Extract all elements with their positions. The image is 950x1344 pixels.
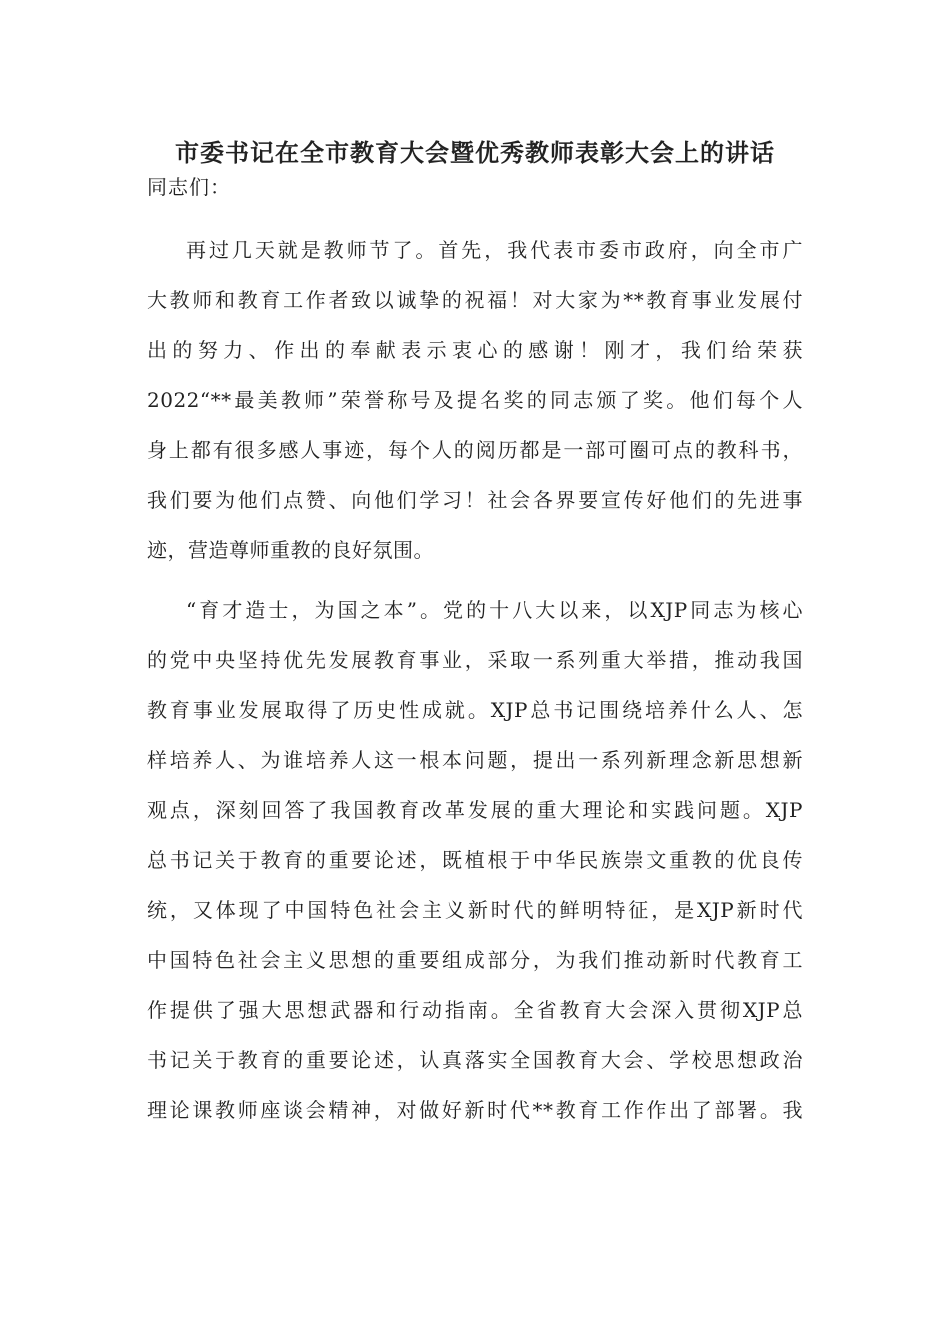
paragraph-line: 教育事业发展取得了历史性成就。XJP总书记围绕培养什么人、怎 — [147, 698, 803, 722]
paragraph-line: 样培养人、为谁培养人这一根本问题，提出一系列新理念新思想新 — [147, 748, 803, 772]
paragraph-line: 身上都有很多感人事迹，每个人的阅历都是一部可圈可点的教科书， — [147, 438, 803, 462]
paragraph-line: 再过几天就是教师节了。首先，我代表市委市政府，向全市广 — [186, 238, 803, 262]
paragraph-line: 总书记关于教育的重要论述，既植根于中华民族崇文重教的优良传 — [147, 848, 803, 872]
paragraph-line: 统，又体现了中国特色社会主义新时代的鲜明特征，是XJP新时代 — [147, 898, 803, 922]
paragraph-line: 出的努力、作出的奉献表示衷心的感谢！刚才，我们给荣获 — [147, 338, 803, 362]
paragraph-line: 的党中央坚持优先发展教育事业，采取一系列重大举措，推动我国 — [147, 648, 803, 672]
salutation: 同志们： — [147, 175, 231, 199]
paragraph-line: 书记关于教育的重要论述，认真落实全国教育大会、学校思想政治 — [147, 1048, 803, 1072]
paragraph-line: “育才造士，为国之本”。党的十八大以来，以XJP同志为核心 — [186, 598, 803, 622]
paragraph-line: 观点，深刻回答了我国教育改革发展的重大理论和实践问题。XJP — [147, 798, 803, 822]
paragraph-line: 理论课教师座谈会精神，对做好新时代**教育工作作出了部署。我 — [147, 1098, 803, 1122]
paragraph-line: 2022“**最美教师”荣誉称号及提名奖的同志颁了奖。他们每个人 — [147, 388, 803, 412]
paragraph-line: 迹，营造尊师重教的良好氛围。 — [147, 538, 434, 562]
paragraph-line: 中国特色社会主义思想的重要组成部分，为我们推动新时代教育工 — [147, 948, 803, 972]
paragraph-line: 大教师和教育工作者致以诚挚的祝福！对大家为**教育事业发展付 — [147, 288, 803, 312]
document-title: 市委书记在全市教育大会暨优秀教师表彰大会上的讲话 — [175, 138, 775, 167]
paragraph-line: 作提供了强大思想武器和行动指南。全省教育大会深入贯彻XJP总 — [147, 998, 803, 1022]
paragraph-line: 我们要为他们点赞、向他们学习！社会各界要宣传好他们的先进事 — [147, 488, 803, 512]
